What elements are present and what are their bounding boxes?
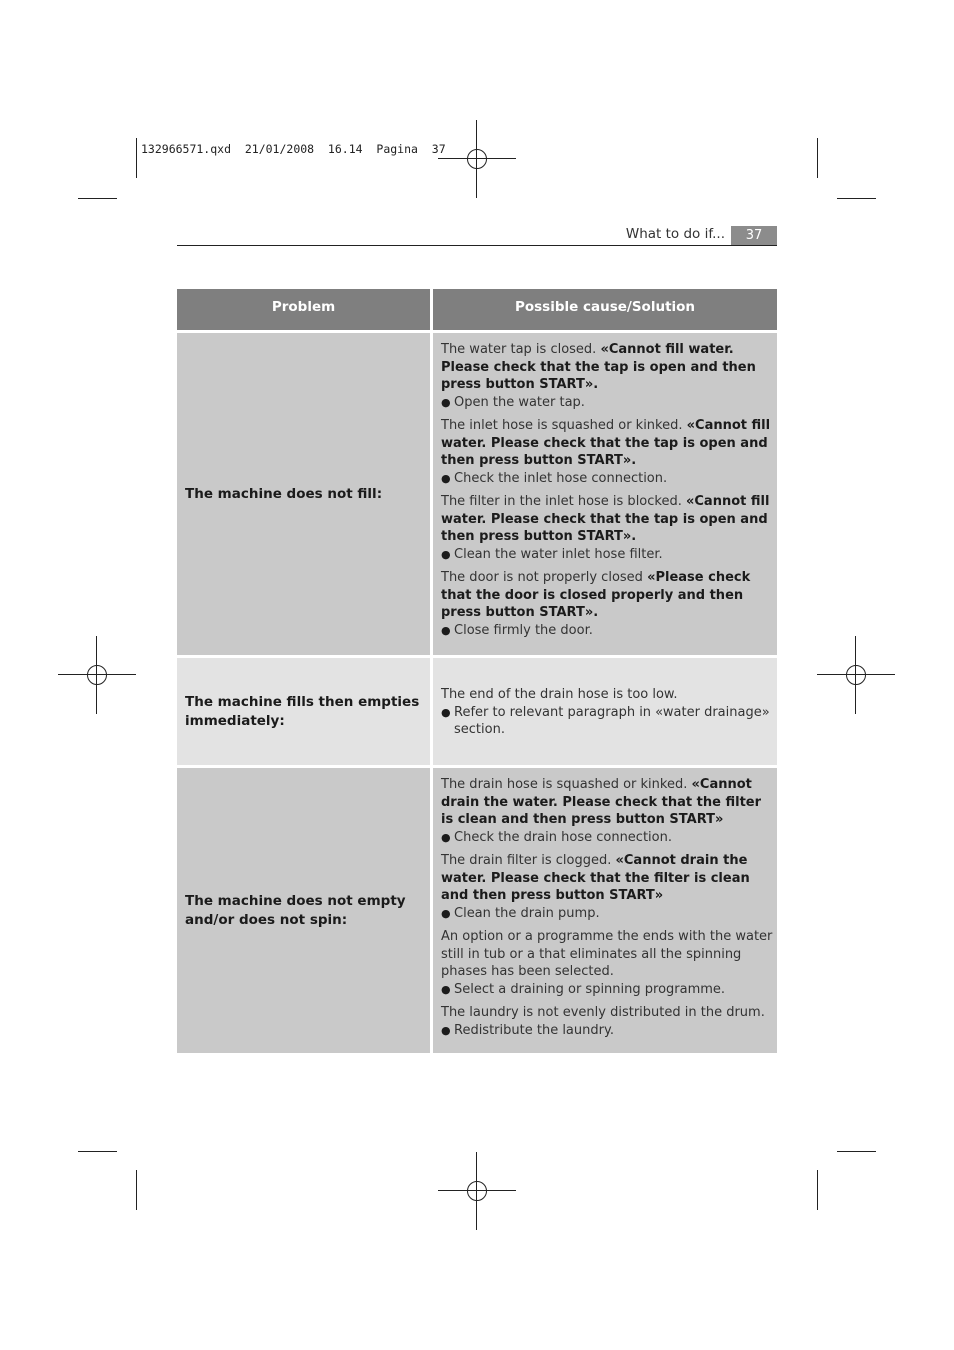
cause-text: The laundry is not evenly distributed in the drum. bbox=[441, 1005, 765, 1020]
crop-mark bbox=[136, 138, 137, 178]
cause-block bbox=[441, 776, 773, 846]
action-text: Check the inlet hose connection. bbox=[454, 470, 668, 486]
table-header bbox=[177, 289, 777, 330]
cause-block bbox=[441, 569, 773, 639]
action-item bbox=[441, 622, 773, 640]
error-message: «Please check that the door is closed properly and then press button START». bbox=[441, 570, 751, 620]
table-row bbox=[177, 658, 777, 765]
crop-mark bbox=[837, 198, 876, 199]
crop-mark bbox=[78, 198, 117, 199]
error-message: «Cannot drain the water. Please check that the filter is clean and then press button START» bbox=[441, 853, 750, 903]
bullet-icon: ● bbox=[441, 547, 451, 561]
bullet-icon: ● bbox=[441, 395, 451, 409]
action-item bbox=[441, 394, 773, 412]
registration-mark bbox=[438, 1152, 516, 1230]
cause-text: The drain filter is clogged. bbox=[441, 853, 616, 868]
cause-block bbox=[441, 1004, 773, 1039]
registration-mark bbox=[817, 636, 895, 714]
bullet-icon: ● bbox=[441, 830, 451, 844]
action-text: Clean the drain pump. bbox=[454, 905, 600, 921]
action-text: Check the drain hose connection. bbox=[454, 829, 672, 845]
table-row bbox=[177, 768, 777, 1053]
cause-text: The filter in the inlet hose is blocked. bbox=[441, 494, 686, 509]
crop-mark bbox=[78, 1151, 117, 1152]
cause-block bbox=[441, 493, 773, 563]
page-number: 37 bbox=[731, 226, 777, 245]
cause-text: An option or a programme the ends with the water still in tub or a that eliminates all the spinning phases has been selected. bbox=[441, 929, 773, 979]
action-item bbox=[441, 704, 773, 739]
table-body bbox=[177, 330, 777, 1053]
column-header-solution: Possible cause/Solution bbox=[433, 289, 777, 330]
crop-mark bbox=[817, 138, 818, 178]
action-text: Close firmly the door. bbox=[454, 622, 593, 638]
action-item bbox=[441, 546, 773, 564]
bullet-icon: ● bbox=[441, 982, 451, 996]
bullet-icon: ● bbox=[441, 1023, 451, 1037]
crop-mark bbox=[136, 1170, 137, 1210]
action-text: Redistribute the laundry. bbox=[454, 1022, 614, 1038]
print-slug: 132966571.qxd 21/01/2008 16.14 Pagina 37 bbox=[141, 142, 446, 156]
error-message: «Cannot drain the water. Please check that the filter is clean and then press button START» bbox=[441, 777, 762, 827]
action-item bbox=[441, 981, 773, 999]
action-item bbox=[441, 905, 773, 923]
column-header-problem: Problem bbox=[177, 289, 430, 330]
solution-cell bbox=[433, 768, 777, 1053]
action-text: Refer to relevant paragraph in «water drainage» section. bbox=[454, 704, 770, 738]
problem-text: The machine fills then empties immediately: bbox=[185, 693, 420, 729]
cause-block bbox=[441, 852, 773, 922]
table-row bbox=[177, 333, 777, 655]
solution-cell bbox=[433, 333, 777, 655]
bullet-icon: ● bbox=[441, 623, 451, 637]
header-rule bbox=[177, 245, 777, 246]
cause-text: The door is not properly closed bbox=[441, 570, 648, 585]
bullet-icon: ● bbox=[441, 471, 451, 485]
problem-cell bbox=[177, 768, 430, 1053]
action-text: Open the water tap. bbox=[454, 394, 585, 410]
registration-mark bbox=[58, 636, 136, 714]
cause-block bbox=[441, 928, 773, 998]
action-text: Clean the water inlet hose filter. bbox=[454, 546, 663, 562]
action-item bbox=[441, 470, 773, 488]
bullet-icon: ● bbox=[441, 705, 451, 719]
error-message: «Cannot fill water. Please check that the tap is open and then press button START». bbox=[441, 418, 771, 468]
action-item bbox=[441, 829, 773, 847]
problem-text: The machine does not fill: bbox=[185, 485, 383, 502]
action-text: Select a draining or spinning programme. bbox=[454, 981, 726, 997]
error-message: «Cannot fill water. Please check that the tap is open and then press button START». bbox=[441, 342, 756, 392]
troubleshooting-table bbox=[177, 289, 777, 1053]
problem-cell bbox=[177, 658, 430, 765]
cause-text: The water tap is closed. bbox=[441, 342, 601, 357]
problem-text: The machine does not empty and/or does not spin: bbox=[185, 892, 406, 928]
cause-block bbox=[441, 686, 773, 739]
cause-text: The end of the drain hose is too low. bbox=[441, 687, 678, 703]
cause-block bbox=[441, 417, 773, 487]
solution-cell bbox=[433, 658, 777, 765]
crop-mark bbox=[837, 1151, 876, 1152]
cause-text: The inlet hose is squashed or kinked. bbox=[441, 418, 687, 433]
section-title: What to do if... bbox=[625, 226, 725, 242]
cause-block bbox=[441, 341, 773, 411]
cause-text: The drain hose is squashed or kinked. bbox=[441, 777, 692, 792]
crop-mark bbox=[817, 1170, 818, 1210]
registration-mark bbox=[438, 120, 516, 198]
problem-cell bbox=[177, 333, 430, 655]
action-item bbox=[441, 1022, 773, 1040]
error-message: «Cannot fill water. Please check that the tap is open and then press button START». bbox=[441, 494, 770, 544]
bullet-icon: ● bbox=[441, 906, 451, 920]
